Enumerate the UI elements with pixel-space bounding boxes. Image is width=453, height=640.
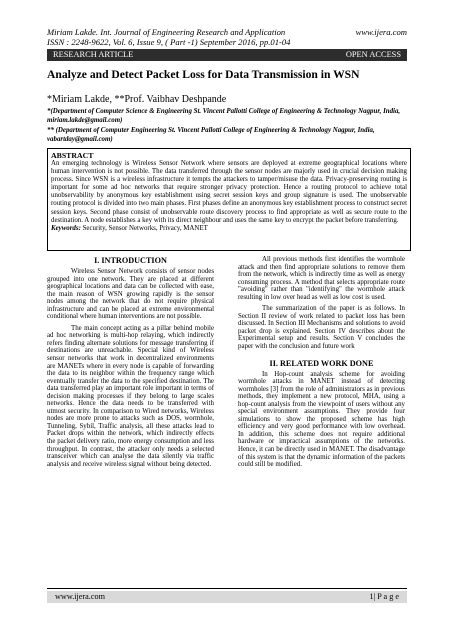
footer-rule xyxy=(47,588,407,589)
left-column xyxy=(47,256,214,472)
section-heading-introduction: I. INTRODUCTION xyxy=(94,256,167,265)
access-label: OPEN ACCESS xyxy=(345,50,401,59)
page-number: 1| P a g e xyxy=(369,592,399,601)
article-type-label: RESEARCH ARTICLE xyxy=(53,50,134,59)
affiliation-2: ** (Department of Computer Engineering St. Vincent Pallotti College of Engineering & Technology Nagpur, India, vabartday@gmail.com) xyxy=(47,127,375,143)
intro-paragraph-4: The summarization of the paper is as follows. In Section II review of work related to packet loss has been discussed. In Section III Mechanisms and solutions to avoid packet drop is explained. Section IV describes about the Experimental setup and results. Section V concludes the paper with the conclusion and future work xyxy=(238,305,405,351)
keywords-label: Keywords: xyxy=(51,224,81,232)
keywords-line xyxy=(51,225,407,233)
paper-title: Analyze and Detect Packet Loss for Data Transmission in WSN xyxy=(47,68,360,81)
right-column xyxy=(238,256,405,473)
journal-header xyxy=(47,27,407,47)
abstract-box xyxy=(47,148,411,251)
abstract-heading: ABSTRACT xyxy=(51,151,94,160)
journal-url[interactable]: www.ijera.com xyxy=(355,27,407,37)
intro-paragraph-3: All previous methods first identifies the wormhole attack and then find appropriate solutions to remove them from the network, which is indirectly time as well as energy consuming process. A method that selects appropriate route "avoiding" rather than "identifying" the wormhole attack resulting in low over head as well as low cost is used. xyxy=(238,256,405,301)
abstract-text: An emerging technology is Wireless Sensor Network where sensors are deployed at extreme geographical locations where human intervention is not possible. The data transferred through the sensor nodes are majorly used in crucial decision making process. Since WSN is a wireless infrastructure it tempts the attackers to tamper/misuse the data. Privacy-preserving routing is important for some ad hoc networks that require stronger privacy protection. Hence a routing protocol to achieve total unobservability by anonymous key establishment using secret session keys and group signature is used. The unobservable routing protocol is divided into two main phases. First phases define an anonymous key establishment process to construct secret session keys. Second phase consist of unobservable route discovery process to find appropriate as well as secure route to the destination. A node establishes a key with its direct neighbour and uses the same key to encrypt the packet before transferring. xyxy=(51,160,407,224)
intro-paragraph-2: The main concept acting as a pillar behind mobile ad hoc networking is multi-hop relaying, which indirectly refers finding alternate solutions for message transferring if destinations are unreachable. Special kind of Wireless sensor networks that work in decentralized environments are MANETs where in every node is capable of forwarding the data to its neighbor within the frequency range which eventually transfer the data to the specified destination. The data transferred play an important role important in terms of decision making processes if they belong to large scales networks. Hence the data needs to be transferred with utmost security. In comparison to Wired networks, Wireless nodes are more prone to attacks such as DOS, wormhole, Tunneling, Sybil, Traffic analysis, all these attacks lead to Packet drops within the network, which indirectly effects the packet delivery ratio, more energy consumption and less throughput. In contrast, the attacker only needs a selected transceiver which can analyse the data silently via traffic analysis and receive wireless signal without being detected. xyxy=(47,324,214,468)
keywords-list: Security, Sensor Networks, Privacy, MANET xyxy=(80,224,208,232)
affiliation-1: *(Department of Computer Science & Engineering St. Vincent Pallotti College of Engineering & Technology Nagpur, India, miriam.lakde@gmail.com) xyxy=(47,108,401,124)
article-banner xyxy=(47,49,407,61)
journal-issn: ISSN : 2248-9622, Vol. 6, Issue 9, ( Part -1) September 2016, pp.01-04 xyxy=(47,37,291,47)
related-work-paragraph-1: In Hop-count analysis scheme for avoiding wormhole attacks in MANET instead of detecting wormholes [3] from the role of administrators as in previous methods, they implement a new protocol, MHA, using a hop-count analysis from the viewpoint of users without any special environment assumptions. They provide four simulations to show the proposed scheme has high efficiency and very good performance with low overhead. In addition, this scheme does not require additional hardware or impractical assumptions of the networks. Hence, it can be directly used in MANET. The disadvantage of this system is that the dynamic information of the packets could still be modified. xyxy=(238,370,405,469)
footer-url[interactable]: www.ijera.com xyxy=(55,592,105,601)
journal-citation: Miriam Lakde. Int. Journal of Engineering Research and Application xyxy=(47,27,286,37)
section-heading-related-work: II. RELATED WORK DONE xyxy=(269,358,374,368)
page-footer xyxy=(47,591,407,603)
paper-authors: *Miriam Lakde, **Prof. Vaibhav Deshpande xyxy=(47,94,227,105)
intro-paragraph-1: Wireless Sensor Network consists of sensor nodes grouped into one network. They are placed at different geographical locations and data can be collected with ease, the main reason of WSN growing rapidly is the sensor nodes among the network that do not require physical infrastructure and can be placed at extreme environmental conditional where human interventions are not possible. xyxy=(47,268,214,321)
